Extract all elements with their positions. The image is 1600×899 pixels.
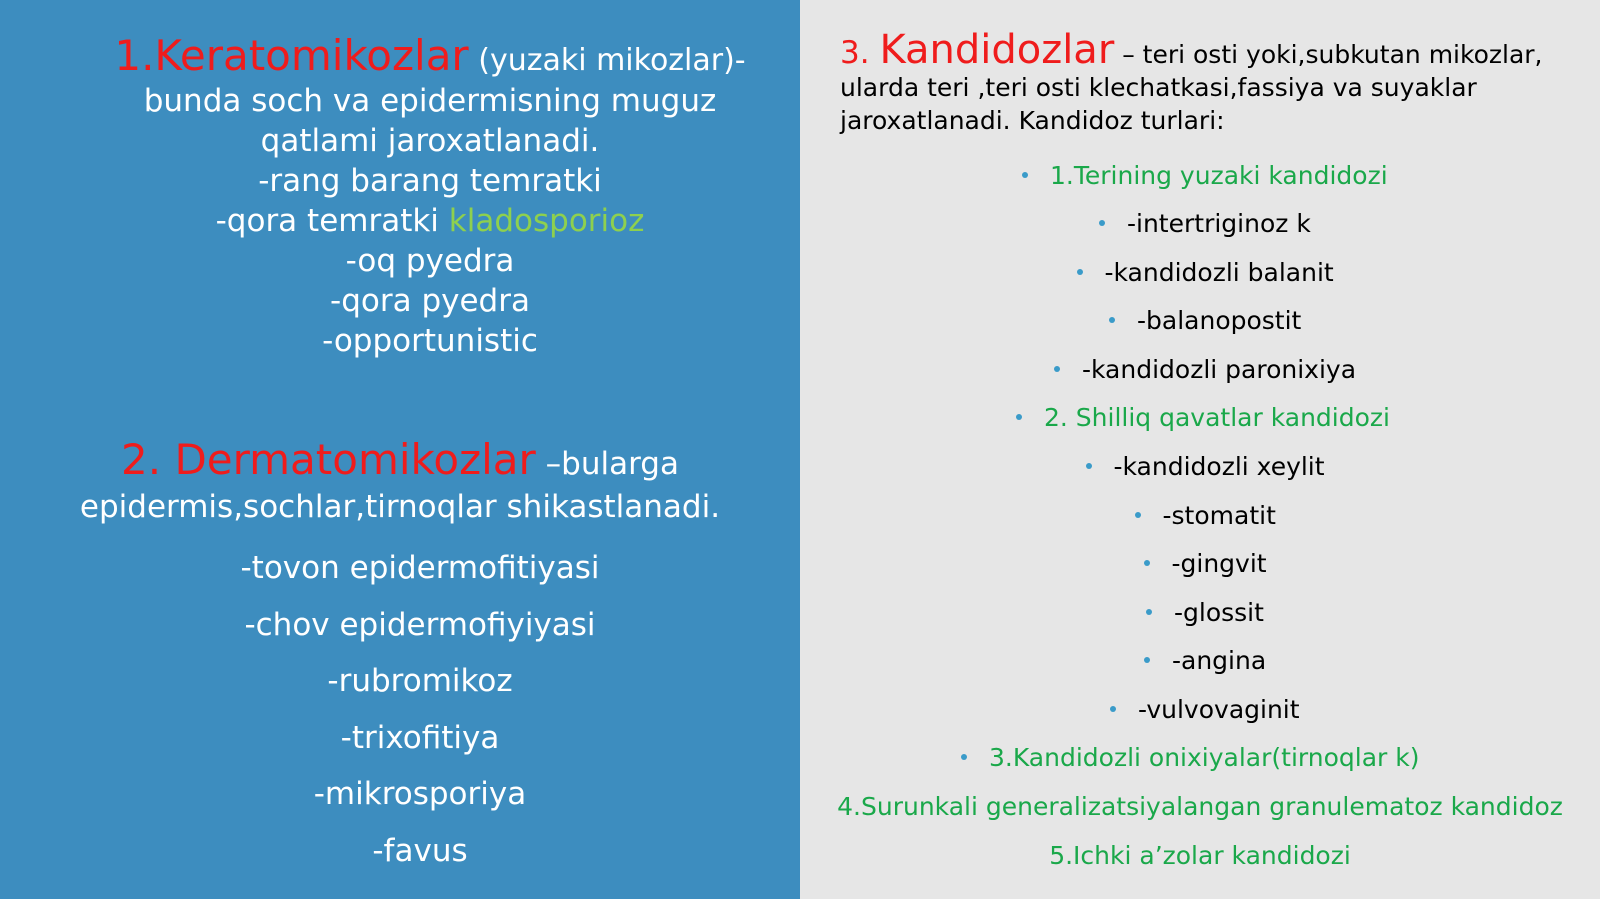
section-1-item: -oq pyedra: [345, 243, 515, 279]
section-2-list: [120, 540, 720, 880]
section-2-item: -rubromikoz: [327, 663, 513, 700]
kandidoz-list-item-text: 2. Shilliq qavatlar kandidozi: [1044, 403, 1390, 432]
section-1-desc-line1: bunda soch va epidermisning muguz: [143, 83, 717, 119]
bullet-icon: [961, 754, 967, 760]
kandidoz-list-item-text: -angina: [1172, 646, 1267, 675]
section-1-paren: (yuzaki mikozlar)-: [468, 43, 746, 78]
section-1-item: -qora temratki: [215, 203, 449, 239]
kandidoz-list-item-text: -kandidozli paronixiya: [1082, 355, 1357, 384]
kandidoz-list-item: [1054, 352, 1356, 388]
kandidoz-list-item: [1144, 643, 1266, 679]
bullet-icon: [1099, 220, 1105, 226]
bullet-icon: [1054, 366, 1060, 372]
bullet-icon: [1022, 172, 1028, 178]
section-dermatomikozlar: [60, 435, 740, 529]
kandidoz-extra-item: 5.Ichki a’zolar kandidozi: [1049, 841, 1351, 870]
kandidoz-list-item: [1086, 449, 1325, 485]
section-1-desc-line2: qatlami jaroxatlanadi.: [260, 123, 600, 159]
kandidoz-list-item-text: -gingvit: [1171, 549, 1267, 578]
kandidoz-list-item-text: -balanopostit: [1137, 306, 1302, 335]
kandidoz-list-item: [1022, 158, 1388, 194]
bullet-icon: [1144, 657, 1150, 663]
kandidoz-list-item: [1099, 206, 1311, 242]
section-2-desc-b: epidermis,sochlar,tirnoqlar shikastlanadi.: [79, 489, 721, 525]
bullet-icon: [1109, 317, 1115, 323]
bullet-icon: [1077, 269, 1083, 275]
kandidoz-list-item-text: -kandidozli balanit: [1104, 258, 1334, 287]
section-1-highlight: kladosporioz: [448, 203, 645, 239]
section-2-item: -mikrosporiya: [313, 776, 527, 813]
section-3-title: Kandidozlar: [879, 27, 1115, 73]
kandidoz-list-item: [1077, 255, 1334, 291]
section-3-desc-b: ularda teri ,teri osti klechatkasi,fassiya va suyaklar: [840, 73, 1477, 102]
section-3-desc-a: – teri osti yoki,subkutan mikozlar,: [1114, 40, 1543, 69]
kandidoz-list-item: [961, 740, 1419, 776]
kandidoz-list-item: [1016, 400, 1390, 436]
kandidoz-list-item-text: -intertriginoz k: [1127, 209, 1311, 238]
section-keratomikozlar: [70, 31, 790, 361]
kandidoz-list-item-text: -stomatit: [1162, 501, 1276, 530]
section-2-title: 2. Dermatomikozlar: [121, 435, 536, 484]
kandidoz-list-item-text: -glossit: [1174, 598, 1264, 627]
section-2-item: -favus: [372, 832, 468, 869]
section-3-number: 3.: [840, 35, 880, 71]
kandidoz-list-item-text: -kandidozli xeylit: [1113, 452, 1325, 481]
section-2-desc-a: –bularga: [535, 446, 679, 482]
section-1-title: 1.Keratomikozlar: [114, 31, 469, 80]
kandidoz-list-item-text: -vulvovaginit: [1138, 695, 1300, 724]
kandidoz-list-item: [1109, 303, 1301, 339]
bullet-icon: [1086, 463, 1092, 469]
kandidoz-list-item: [1135, 498, 1276, 534]
bullet-icon: [1146, 609, 1152, 615]
section-1-item: -opportunistic: [322, 323, 538, 359]
section-kandidozlar: [840, 27, 1560, 137]
kandidoz-list-item: [1110, 692, 1300, 728]
bullet-icon: [1110, 706, 1116, 712]
section-1-item: -rang barang temratki: [258, 163, 602, 199]
bullet-icon: [1016, 414, 1022, 420]
bullet-icon: [1135, 512, 1141, 518]
section-2-item: -chov epidermofiyiyasi: [244, 606, 596, 643]
bullet-icon: [1144, 560, 1150, 566]
kandidoz-extra-item: 4.Surunkali generalizatsiyalangan granulematoz kandidoz: [837, 792, 1563, 821]
kandidoz-list-item: [1146, 595, 1264, 631]
kandidoz-list-item: [1144, 546, 1267, 582]
section-3-desc-c: jaroxatlanadi. Kandidoz turlari:: [840, 106, 1225, 135]
section-2-item: -trixofitiya: [340, 719, 500, 756]
section-1-item: -qora pyedra: [330, 283, 530, 319]
section-2-item: -tovon epidermofitiyasi: [240, 550, 600, 586]
kandidoz-list-item-text: 1.Terining yuzaki kandidozi: [1050, 161, 1388, 190]
kandidoz-list-item-text: 3.Kandidozli onixiyalar(tirnoqlar k): [989, 743, 1420, 772]
